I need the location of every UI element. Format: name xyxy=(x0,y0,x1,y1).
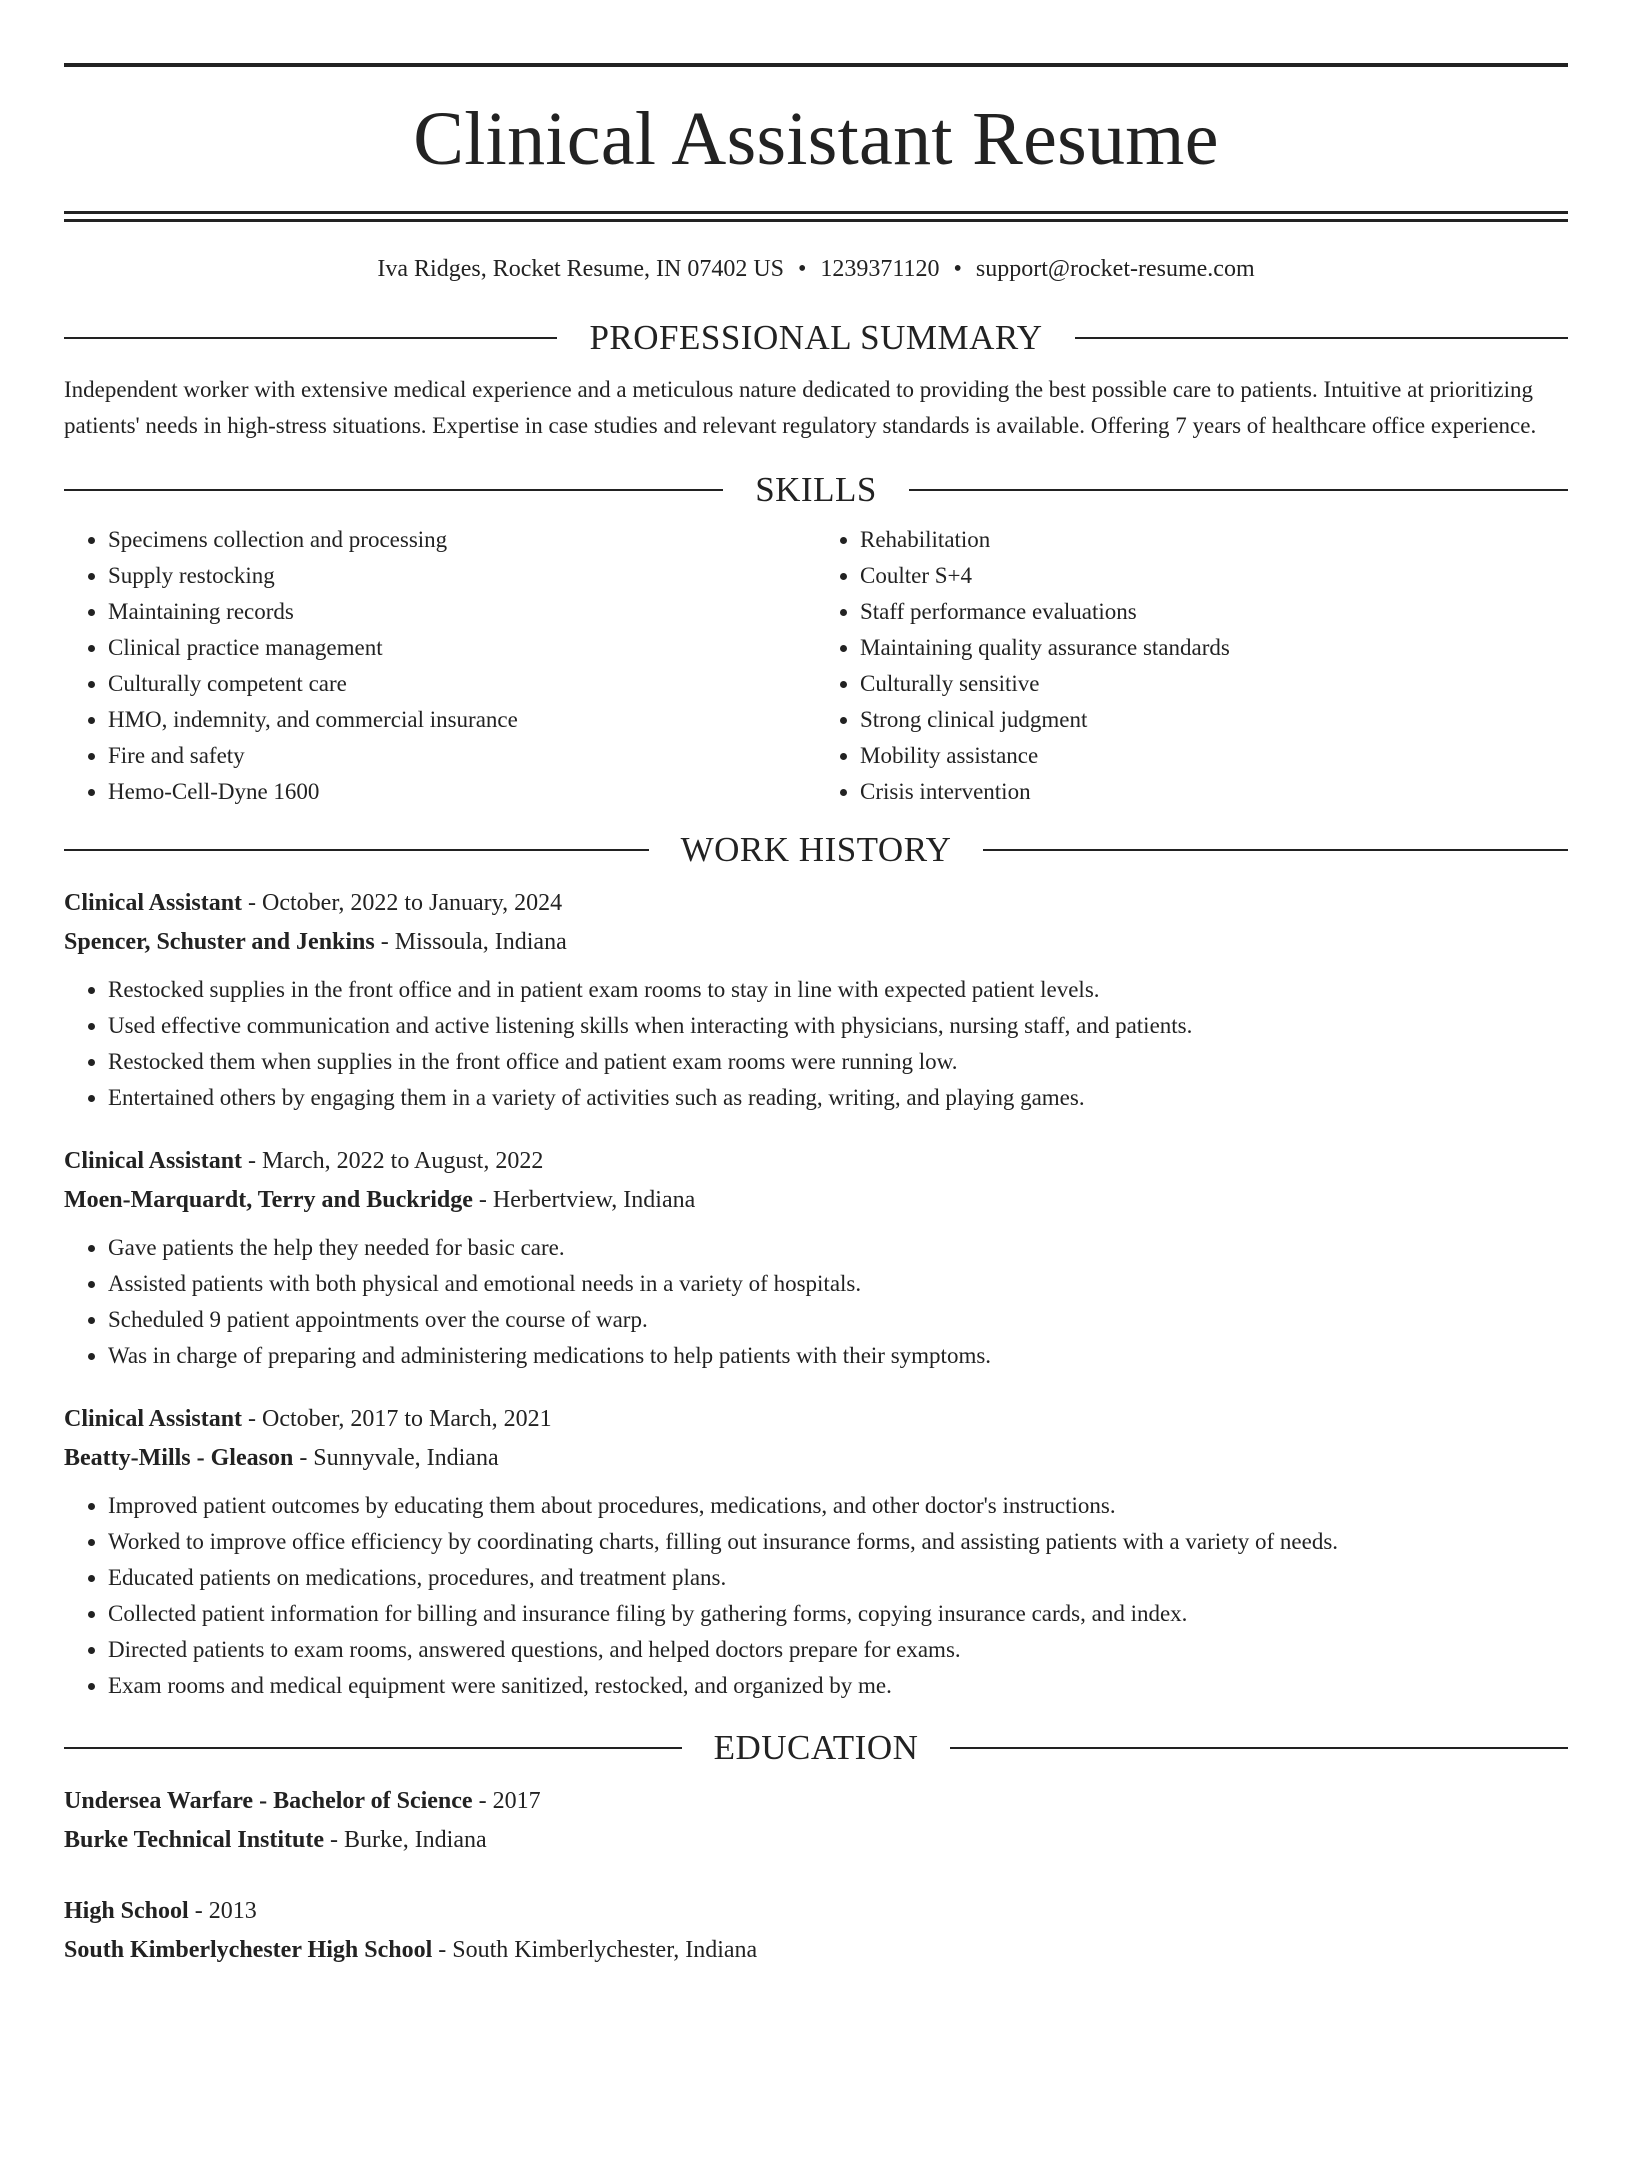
job-dates: - October, 2017 to March, 2021 xyxy=(242,1406,552,1432)
job-bullet: • Was in charge of preparing and administering medications to help patients with their symptoms. xyxy=(108,1338,1568,1374)
skill-item: • Supply restocking xyxy=(108,558,816,594)
education-school: Burke Technical Institute xyxy=(64,1827,325,1853)
work-heading: WORK HISTORY xyxy=(680,830,952,869)
education-school-line xyxy=(64,1821,1568,1860)
education-location: - Burke, Indiana xyxy=(324,1827,487,1853)
education-entry xyxy=(64,1892,1568,1970)
job-dates: - October, 2022 to January, 2024 xyxy=(242,890,563,916)
skill-item: • Strong clinical judgment xyxy=(860,702,1568,738)
skill-item: • Staff performance evaluations xyxy=(860,594,1568,630)
skill-item: • Culturally competent care xyxy=(108,666,816,702)
job-title: Clinical Assistant xyxy=(64,1148,243,1174)
summary-section-heading xyxy=(64,316,1568,360)
resume-page xyxy=(0,63,1632,2175)
title-rule-1 xyxy=(64,211,1568,214)
education-entry xyxy=(64,1782,1568,1860)
job-title-line xyxy=(64,1142,1568,1181)
heading-rule-right xyxy=(909,489,1568,491)
heading-rule-left xyxy=(64,1747,682,1749)
job-title-line xyxy=(64,884,1568,923)
skill-item: • Coulter S+4 xyxy=(860,558,1568,594)
job-bullet: • Restocked supplies in the front office and in patient exam rooms to stay in line with expected patient levels. xyxy=(108,972,1568,1008)
heading-rule-left xyxy=(64,337,557,339)
job-bullet: • Exam rooms and medical equipment were sanitized, restocked, and organized by me. xyxy=(108,1668,1568,1704)
job-location: - Sunnyvale, Indiana xyxy=(293,1445,499,1471)
skill-item: • Clinical practice management xyxy=(108,630,816,666)
resume-title: Clinical Assistant Resume xyxy=(413,97,1219,181)
job-title: Clinical Assistant xyxy=(64,890,243,916)
contact-email: support@rocket-resume.com xyxy=(975,256,1255,282)
skills-column-left xyxy=(64,522,816,810)
job-employer: Moen-Marquardt, Terry and Buckridge xyxy=(64,1187,473,1213)
job-employer-line xyxy=(64,1439,1568,1478)
education-year: - 2017 xyxy=(472,1788,541,1814)
education-degree: High School xyxy=(64,1898,189,1924)
education-degree-line xyxy=(64,1782,1568,1821)
job-bullets xyxy=(64,1230,1568,1374)
job-bullet: • Assisted patients with both physical and emotional needs in a variety of hospitals. xyxy=(108,1266,1568,1302)
job-employer-line xyxy=(64,1181,1568,1220)
job-bullet: • Gave patients the help they needed for basic care. xyxy=(108,1230,1568,1266)
skill-item: • Specimens collection and processing xyxy=(108,522,816,558)
contact-address: Iva Ridges, Rocket Resume, IN 07402 US xyxy=(377,256,784,282)
heading-rule-left xyxy=(64,489,723,491)
skills-column-right xyxy=(816,522,1568,810)
skill-item: • Maintaining quality assurance standards xyxy=(860,630,1568,666)
skill-item: • Maintaining records xyxy=(108,594,816,630)
skill-item: • Mobility assistance xyxy=(860,738,1568,774)
education-degree-line xyxy=(64,1892,1568,1931)
summary-text: Independent worker with extensive medical experience and a meticulous nature dedicated to providing the best possible care to patients. Intuitive at prioritizing patients' needs in high-stress situations. Expertise in case studies and relevant regulatory standards is available. Offering 7 years of healthcare office experience. xyxy=(64,377,1537,438)
job-bullet: • Scheduled 9 patient appointments over the course of warp. xyxy=(108,1302,1568,1338)
skill-item: • Fire and safety xyxy=(108,738,816,774)
title-rule-2 xyxy=(64,219,1568,222)
heading-rule-right xyxy=(983,849,1568,851)
job-employer: Spencer, Schuster and Jenkins xyxy=(64,929,375,955)
education-school: South Kimberlychester High School xyxy=(64,1937,433,1963)
skill-item: • Crisis intervention xyxy=(860,774,1568,810)
job-bullet: • Improved patient outcomes by educating them about procedures, medications, and other doctor's instructions. xyxy=(108,1488,1568,1524)
skill-item: • Hemo-Cell-Dyne 1600 xyxy=(108,774,816,810)
work-section-heading xyxy=(64,828,1568,872)
contact-line xyxy=(64,254,1568,284)
heading-rule-right xyxy=(1075,337,1568,339)
job-entry xyxy=(64,884,1568,1116)
heading-rule-left xyxy=(64,849,649,851)
top-rule xyxy=(64,63,1568,67)
education-degree: Undersea Warfare - Bachelor of Science xyxy=(64,1788,473,1814)
contact-separator: • xyxy=(953,256,962,282)
education-section-heading xyxy=(64,1726,1568,1770)
job-bullet: • Used effective communication and active listening skills when interacting with physicians, nursing staff, and patients. xyxy=(108,1008,1568,1044)
education-school-line xyxy=(64,1931,1568,1970)
contact-separator: • xyxy=(798,256,807,282)
heading-rule-right xyxy=(950,1747,1568,1749)
skill-item: • Rehabilitation xyxy=(860,522,1568,558)
skill-item: • HMO, indemnity, and commercial insurance xyxy=(108,702,816,738)
skill-item: • Culturally sensitive xyxy=(860,666,1568,702)
education-year: - 2013 xyxy=(188,1898,257,1924)
job-employer-line xyxy=(64,923,1568,962)
job-location: - Missoula, Indiana xyxy=(374,929,567,955)
skills-list xyxy=(64,522,1568,810)
skills-section-heading xyxy=(64,468,1568,512)
job-bullet: • Worked to improve office efficiency by coordinating charts, filling out insurance forms, and assisting patients with a variety of needs. xyxy=(108,1524,1568,1560)
education-heading: EDUCATION xyxy=(713,1728,919,1767)
job-bullets xyxy=(64,1488,1568,1704)
job-entry xyxy=(64,1142,1568,1374)
job-dates: - March, 2022 to August, 2022 xyxy=(242,1148,544,1174)
job-bullet: • Entertained others by engaging them in a variety of activities such as reading, writing, and playing games. xyxy=(108,1080,1568,1116)
job-title-line xyxy=(64,1400,1568,1439)
job-bullet: • Educated patients on medications, procedures, and treatment plans. xyxy=(108,1560,1568,1596)
job-bullet: • Directed patients to exam rooms, answered questions, and helped doctors prepare for exams. xyxy=(108,1632,1568,1668)
skills-heading: SKILLS xyxy=(755,470,877,509)
summary-heading: PROFESSIONAL SUMMARY xyxy=(589,318,1043,357)
job-bullet: • Collected patient information for billing and insurance filing by gathering forms, copying insurance cards, and index. xyxy=(108,1596,1568,1632)
job-entry xyxy=(64,1400,1568,1704)
job-employer: Beatty-Mills - Gleason xyxy=(64,1445,294,1471)
education-location: - South Kimberlychester, Indiana xyxy=(432,1937,758,1963)
job-bullets xyxy=(64,972,1568,1116)
job-title: Clinical Assistant xyxy=(64,1406,243,1432)
contact-phone: 1239371120 xyxy=(820,256,940,282)
job-location: - Herbertview, Indiana xyxy=(472,1187,696,1213)
job-bullet: • Restocked them when supplies in the front office and patient exam rooms were running low. xyxy=(108,1044,1568,1080)
